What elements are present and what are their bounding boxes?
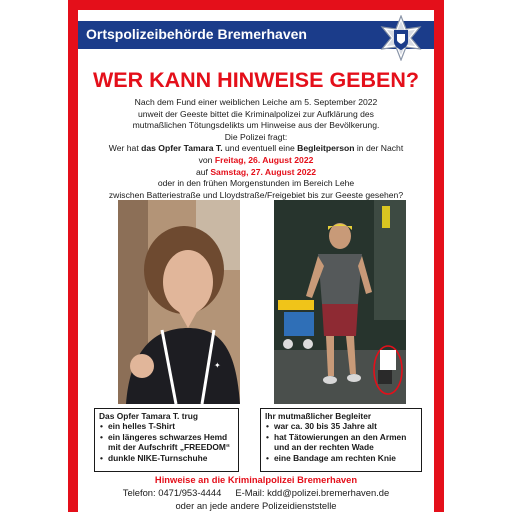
intro-fragment: in der Nacht [354, 143, 404, 154]
contact-line [78, 487, 434, 498]
contact-title: Hinweise an die Kriminalpolizei Bremerhaven [154, 474, 358, 485]
intro-fragment: und eventuell eine [222, 143, 298, 154]
victim-photo-illustration [118, 200, 240, 404]
intro-line: zwischen Batteriestraße und Lloydstraße/Freigebiet bis zur Geeste gesehen? [108, 189, 404, 200]
date-line-1 [78, 155, 434, 167]
intro-line: unweit der Geeste bittet die Kriminalpolizei zur Aufklärung des [138, 108, 374, 119]
companion-photo [274, 200, 406, 404]
svg-text:✦: ✦ [214, 361, 221, 370]
list-item-text: • ein längeres schwarzes Hemd [108, 431, 228, 442]
victim-photo [118, 200, 240, 404]
list-item: • dunkle NIKE-Turnschuhe [99, 453, 234, 463]
list-item: • war ca. 30 bis 35 Jahre alt [265, 421, 417, 431]
intro-line: Die Polizei fragt: [224, 131, 288, 142]
contact-email-link[interactable]: E-Mail: kdd@polizei.bremerhaven.de [235, 487, 390, 498]
list-item-text: mit der Aufschrift „FREEDOM“ [108, 442, 231, 453]
intro-question-line [78, 143, 434, 155]
headline: WER KANN HINWEISE GEBEN? [92, 68, 420, 92]
list-item [265, 432, 417, 453]
victim-box-title: Das Opfer Tamara T. trug [99, 411, 198, 421]
companion-description-box [260, 408, 422, 472]
poster-red-frame [68, 0, 444, 512]
date-saturday: Samstag, 27. August 2022 [210, 166, 317, 177]
companion-description-list [265, 421, 417, 463]
date-friday: Freitag, 26. August 2022 [214, 154, 314, 165]
intro-line: oder in den frühen Morgenstunden im Bereich Lehe [157, 178, 355, 189]
list-item-text: und an der rechten Wade [274, 442, 374, 453]
police-star-badge-icon [378, 15, 424, 61]
intro-line: Nach dem Fund einer weiblichen Leiche am 5. September 2022 [134, 97, 378, 107]
list-item-text: • hat Tätowierungen an den Armen [274, 431, 407, 442]
intro-fragment: Wer hat [108, 143, 142, 154]
companion-photo-illustration [274, 200, 406, 404]
victim-description-box [94, 408, 239, 472]
intro-fragment: auf [195, 166, 211, 177]
victim-clothing-list [99, 421, 234, 463]
poster-sheet [78, 10, 434, 512]
contact-phone: Telefon: 0471/953-4444 [122, 487, 222, 498]
date-line-2 [78, 167, 434, 179]
header-title: Ortspolizeibehörde Bremerhaven [86, 26, 307, 42]
intro-text [78, 97, 434, 201]
list-item: • eine Bandage am rechten Knie [265, 453, 417, 463]
intro-line: mutmaßlichen Tötungsdelikts um Hinweise aus der Bevölkerung. [132, 120, 380, 131]
intro-fragment: von [198, 154, 215, 165]
victim-name-emphasis: das Opfer Tamara T. [141, 143, 223, 154]
list-item: • ein helles T-Shirt [99, 421, 234, 431]
companion-emphasis: Begleitperson [297, 143, 355, 154]
companion-box-title: Ihr mutmaßlicher Begleiter [265, 411, 372, 421]
contact-alternative: oder an jede andere Polizeidienststelle [175, 500, 337, 511]
list-item [99, 432, 234, 453]
